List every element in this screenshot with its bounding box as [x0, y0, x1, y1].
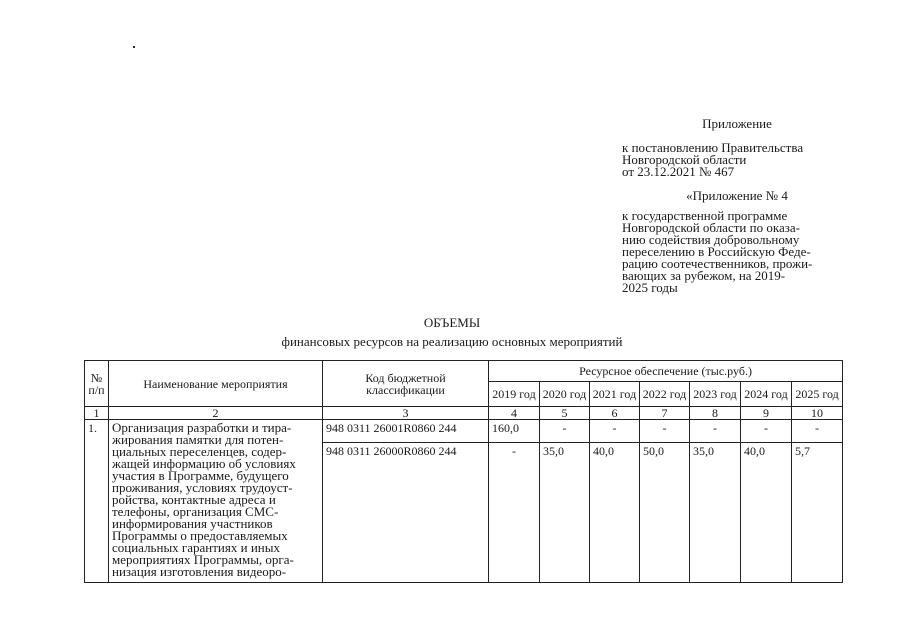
activity-name: [109, 420, 323, 583]
appendix-line: к постановлению Правительства: [622, 140, 804, 155]
funding-value: 160,0: [489, 420, 540, 443]
activity-name-line: участия в Программе, будущего: [112, 468, 289, 483]
document-subtitle: финансовых ресурсов на реализацию основных мероприятий: [281, 334, 623, 349]
appendix-program-line: 2025 годы: [622, 280, 678, 295]
budget-code: 948 0311 26000R0860 244: [323, 443, 489, 583]
funding-value: 35,0: [690, 443, 741, 583]
activity-name-line: жащей информацию об условиях: [112, 456, 296, 471]
funding-value: -: [489, 443, 540, 583]
header-year: 2020 год: [540, 382, 590, 407]
activity-name-line: циальных переселенцев, содер-: [112, 444, 287, 459]
column-number: 2: [109, 407, 323, 420]
appendix-program-line: нию содействия добровольному: [622, 232, 800, 247]
activity-name-line: телефоны, организация СМС-: [112, 504, 279, 519]
activity-name-line: низация изготовления видеоро-: [112, 564, 287, 579]
appendix-program-line: к государственной программе: [622, 208, 788, 223]
appendix-subtitle: «Приложение № 4: [686, 188, 788, 203]
table-row: [85, 420, 843, 443]
header-year: 2024 год: [741, 382, 792, 407]
column-number: 1: [85, 407, 109, 420]
funding-value: -: [792, 420, 843, 443]
funding-value: 40,0: [741, 443, 792, 583]
funding-value: 35,0: [540, 443, 590, 583]
header-year: 2025 год: [792, 382, 843, 407]
header-year: 2023 год: [690, 382, 741, 407]
column-number: 6: [590, 407, 640, 420]
activity-name-line: информирования участников: [112, 516, 273, 531]
column-number: 3: [323, 407, 489, 420]
activity-name-line: мероприятиях Программы, орга-: [112, 552, 294, 567]
header-year: 2021 год: [590, 382, 640, 407]
header-num: № п/п: [85, 361, 109, 407]
document-title: ОБЪЕМЫ: [423, 315, 481, 330]
funding-value: -: [640, 420, 690, 443]
funding-value: -: [590, 420, 640, 443]
header-year: 2019 год: [489, 382, 540, 407]
activity-name-line: социальных гарантиях и иных: [112, 540, 280, 555]
column-number: 5: [540, 407, 590, 420]
column-number: 8: [690, 407, 741, 420]
header-resources: Ресурсное обеспечение (тыс.руб.): [489, 361, 843, 382]
funding-value: -: [690, 420, 741, 443]
row-number: 1.: [85, 420, 109, 583]
header-year: 2022 год: [640, 382, 690, 407]
scan-speck: [133, 46, 135, 48]
funding-value: 5,7: [792, 443, 843, 583]
appendix-program-line: Новгородской области по оказа-: [622, 220, 800, 235]
funding-value: 40,0: [590, 443, 640, 583]
activity-name-line: проживания, условиях трудоуст-: [112, 480, 293, 495]
appendix-program-line: рацию соотечественников, прожи-: [622, 256, 813, 271]
activity-name-line: жирования памятки для потен-: [112, 432, 284, 447]
funding-value: 50,0: [640, 443, 690, 583]
budget-code: 948 0311 26001R0860 244: [323, 420, 489, 443]
column-number: 4: [489, 407, 540, 420]
funding-table: [84, 360, 843, 583]
appendix-block: [622, 118, 832, 294]
column-number: 7: [640, 407, 690, 420]
appendix-title: Приложение: [702, 116, 772, 131]
funding-value: -: [540, 420, 590, 443]
appendix-line: Новгородской области: [622, 152, 747, 167]
appendix-program-line: переселению в Российскую Феде-: [622, 244, 811, 259]
appendix-program-line: вающих за рубежом, на 2019-: [622, 268, 786, 283]
column-number: 9: [741, 407, 792, 420]
activity-name-line: Организация разработки и тира-: [112, 420, 292, 435]
activity-name-line: Программы о предоставляемых: [112, 528, 288, 543]
funding-value: -: [741, 420, 792, 443]
column-number: 10: [792, 407, 843, 420]
header-name: Наименование мероприятия: [109, 361, 323, 407]
appendix-line: от 23.12.2021 № 467: [622, 164, 735, 179]
activity-name-line: ройства, контактные адреса и: [112, 492, 276, 507]
header-code: Код бюджетной классификации: [323, 361, 489, 407]
